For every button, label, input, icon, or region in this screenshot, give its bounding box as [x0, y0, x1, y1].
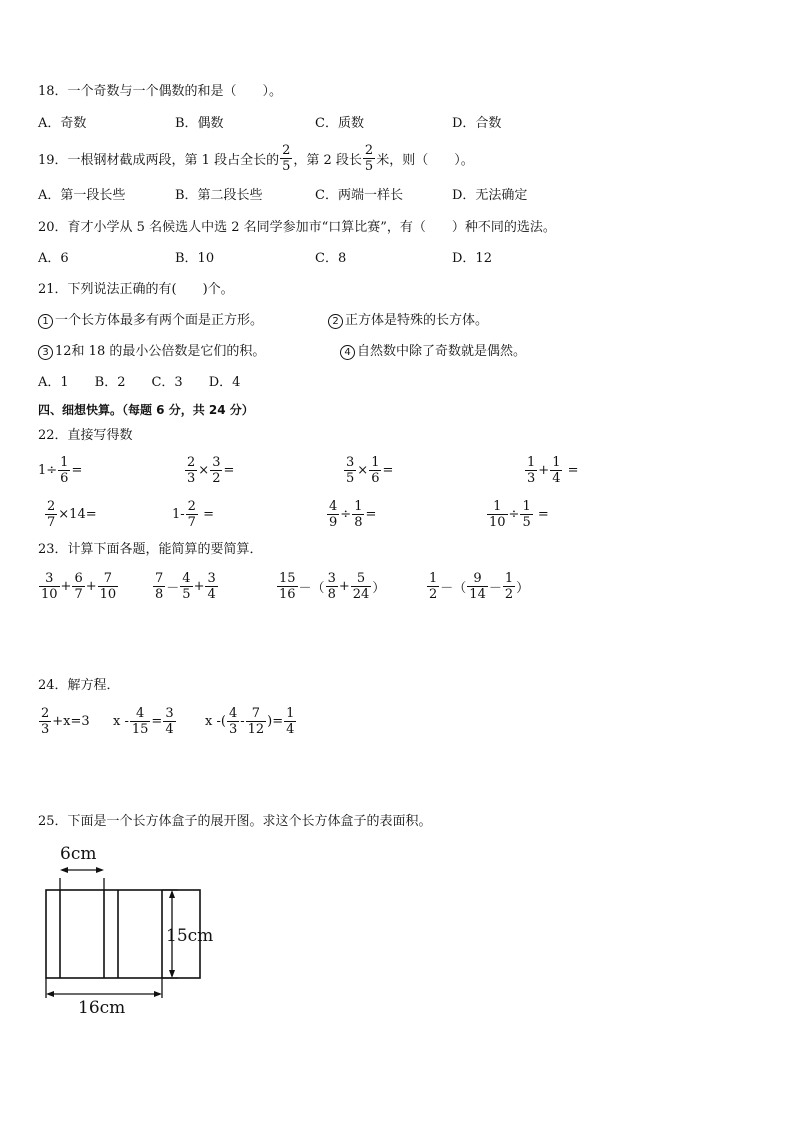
- dimension-label-height: 15cm: [166, 926, 214, 946]
- q18-option-c[interactable]: C．质数: [315, 116, 364, 131]
- q19-stem-part2: ，第 2 段长: [293, 152, 362, 168]
- q22-expr-6: 1- $\frac{2}{7}$ =: [172, 498, 214, 530]
- q18-option-a[interactable]: A．奇数: [38, 116, 87, 131]
- q22-stem: 22．直接写得数: [38, 428, 133, 443]
- q23-expr-2: $\frac{7}{8}$ － $\frac{4}{5}$ + $\frac{3}{4}$: [155, 570, 216, 602]
- q25-stem: 25．下面是一个长方体盒子的展开图。求这个长方体盒子的表面积。: [38, 814, 432, 829]
- circled-number: 1: [38, 314, 53, 329]
- q23-expr-4: $\frac{1}{2}$ －（ $\frac{9}{14}$ － $\frac{1}{2}$ ）: [429, 570, 530, 602]
- q18-option-b[interactable]: B．偶数: [175, 116, 224, 131]
- circled-number: 2: [328, 314, 343, 329]
- q18-option-d[interactable]: D．合数: [452, 116, 502, 131]
- q24-equation-2: x - $\frac{4}{15}$ = $\frac{3}{4}$: [113, 705, 174, 737]
- box-net-diagram: [38, 838, 238, 1018]
- q21-statement-3: 3 12和 18 的最小公倍数是它们的积。: [38, 344, 265, 360]
- dimension-label-length: 16cm: [78, 998, 126, 1018]
- section-heading: 四、细想快算。（每题 6 分，共 24 分）: [38, 403, 254, 417]
- q22-expr-4: $\frac{1}{3}$ + $\frac{1}{4}$ =: [527, 454, 579, 486]
- q22-expr-7: $\frac{4}{9}$ ÷ $\frac{1}{8}$ =: [329, 498, 377, 530]
- q21-statement-2: 2 正方体是特殊的长方体。: [328, 313, 488, 329]
- q22-expr-3: $\frac{3}{5}$ × $\frac{1}{6}$ =: [346, 454, 394, 486]
- q20-option-b[interactable]: B．10: [175, 251, 215, 266]
- q22-expr-5: $\frac{2}{7}$ ×14=: [47, 498, 97, 530]
- q22-expr-8: $\frac{1}{10}$ ÷ $\frac{1}{5}$ =: [489, 498, 549, 530]
- q20-option-d[interactable]: D．12: [452, 251, 492, 266]
- q19-stem: [38, 138, 474, 178]
- q22-expr-1: 1÷ $\frac{1}{6}$ =: [38, 454, 83, 486]
- q18-stem: 18．一个奇数与一个偶数的和是（ ）。: [38, 84, 283, 99]
- fraction: $\frac{2}{5}$: [364, 142, 374, 174]
- q23-expr-1: $\frac{3}{10}$ + $\frac{6}{7}$ + $\frac{7}{10}$: [41, 570, 117, 602]
- q19-stem-part1: 19．一根钢材截成两段，第 1 段占全长的: [38, 152, 280, 168]
- q19-option-d[interactable]: D．无法确定: [452, 188, 528, 203]
- q20-option-c[interactable]: C．8: [315, 251, 347, 266]
- q21-stem: 21．下列说法正确的有( )个。: [38, 282, 234, 297]
- dimension-label-width: 6cm: [60, 844, 97, 864]
- q24-equation-1: $\frac{2}{3}$ +x=3: [41, 705, 90, 737]
- circled-number: 3: [38, 345, 53, 360]
- q19-option-a[interactable]: A．第一段长些: [38, 188, 126, 203]
- q21-statement-1: 1 一个长方体最多有两个面是正方形。: [38, 313, 263, 329]
- fraction: $\frac{2}{5}$: [282, 142, 291, 174]
- q24-stem: 24．解方程．: [38, 678, 120, 693]
- q21-options[interactable]: A．1 B．2 C．3 D．4: [38, 375, 241, 390]
- q21-statement-4: 4 自然数中除了奇数就是偶然。: [340, 344, 526, 360]
- q19-stem-part3: 米，则（ ）。: [376, 152, 474, 168]
- q19-option-c[interactable]: C．两端一样长: [315, 188, 403, 203]
- circled-number: 4: [340, 345, 355, 360]
- q19-option-b[interactable]: B．第二段长些: [175, 188, 263, 203]
- q23-expr-3: $\frac{15}{16}$ －（ $\frac{3}{8}$ + $\frac{5}{24}$ ）: [279, 570, 386, 602]
- q20-option-a[interactable]: A．6: [38, 251, 69, 266]
- q20-stem: 20．育才小学从 5 名候选人中选 2 名同学参加市“口算比赛”，有（ ）种不同的选法。: [38, 220, 556, 235]
- q24-equation-3: x -( $\frac{4}{3}$ - $\frac{7}{12}$ )= $\frac{1}{4}$: [205, 705, 295, 737]
- q23-stem: 23．计算下面各题，能简算的要简算．: [38, 542, 263, 557]
- q22-expr-2: $\frac{2}{3}$ × $\frac{3}{2}$ =: [187, 454, 235, 486]
